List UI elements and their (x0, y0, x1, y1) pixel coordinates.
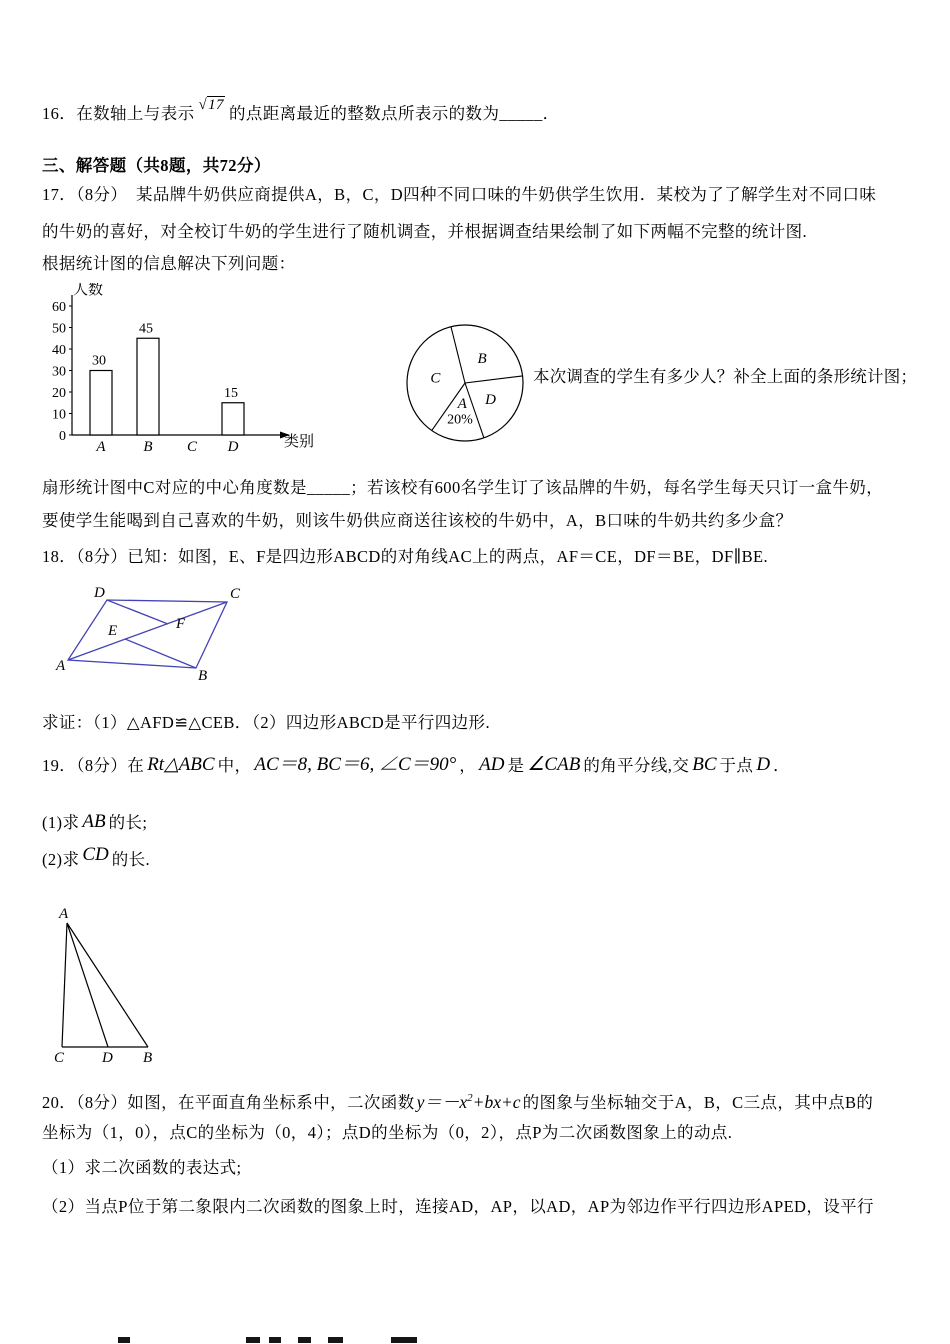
q20-quadratic-formula (415, 1092, 523, 1112)
vertex-label-B: B (143, 1050, 153, 1066)
pie-chart (403, 320, 535, 452)
q19-text-1: 19．（8分）在 (42, 756, 145, 775)
vertex-label-D: D (94, 585, 105, 601)
q18-line-1: 18．（8分）已知：如图，E、F是四边形ABCD的对角线AC上的两点，AF＝CE，DF＝BE，DF∥BE. (42, 547, 768, 566)
vertex-label-B: B (198, 668, 208, 684)
q20-line-4: （2）当点P位于第二象限内二次函数的图象上时，连接AD，AP，以AD，AP为邻边作平行四边形APED，设平行 (42, 1197, 874, 1216)
q19-math-D: D (756, 754, 771, 775)
q19-text-3: ， (459, 756, 477, 775)
x-category-label: D (227, 439, 239, 455)
vertex-label-C: C (54, 1050, 65, 1066)
q19-math-CD: CD (82, 844, 109, 865)
q17-side-question: 本次调查的学生有多少人？补全上面的条形统计图； (533, 367, 918, 386)
pie-slice-label-B: B (477, 351, 487, 368)
q19-text-5: 的角平分线,交 (583, 756, 690, 775)
q20-line-3: （1）求二次函数的表达式; (42, 1158, 242, 1177)
q18-figure-lines (68, 600, 227, 668)
q17-line-1: 17．（8分） 某品牌牛奶供应商提供A，B，C，D四种不同口味的牛奶供学生饮用．某校为了了解学生对不同口味 (42, 185, 877, 204)
y-tick-label: 30 (52, 364, 66, 380)
q19-math-AD: AD (479, 754, 505, 775)
bar-B (137, 338, 159, 435)
bar-chart-ylabel: 人数 (72, 283, 104, 298)
next-line-cutoff-text (118, 1337, 417, 1343)
q19-sub-1 (42, 812, 147, 834)
bar-value-label: 45 (139, 321, 153, 337)
q19-sub2-pre: (2)求 (42, 850, 80, 869)
bar-chart-categories (95, 439, 238, 455)
q17-line-5: 要使学生能喝到自己喜欢的牛奶，则该牛奶供应商送往该校的牛奶中，A，B口味的牛奶共约多少盒？ (42, 511, 793, 530)
q19-line-1 (42, 755, 790, 777)
q18-figure (50, 585, 265, 693)
y-tick-label: 20 (52, 386, 66, 401)
q19-sub2-post: 的长. (111, 850, 151, 869)
pie-slice-label-C: C (430, 370, 441, 387)
pie-radius-line (465, 383, 484, 438)
q16-text (42, 97, 560, 126)
q19-math-BC: BC (692, 754, 717, 775)
q17-line-4: 扇形统计图中C对应的中心角度数是_____；若该校有600名学生订了该品牌的牛奶，每名学生每天只订一盒牛奶， (42, 478, 884, 497)
point-label-F: F (176, 616, 186, 632)
y-tick-label: 10 (52, 407, 66, 423)
bar-chart-bars (90, 321, 244, 435)
q16-suffix: 的点距离最近的整数点所表示的数为_____． (228, 104, 560, 123)
point-label-E: E (108, 623, 118, 639)
q18-figure-labels (55, 585, 241, 684)
y-tick-label: 0 (59, 429, 66, 444)
q19-text-2: 中， (217, 756, 252, 775)
q16-prefix: 16．在数轴上与表示 (42, 104, 195, 123)
y-tick-label: 40 (52, 343, 66, 358)
q19-math-AB: AB (82, 811, 106, 832)
sqrt-expression (195, 94, 229, 116)
q19-sub1-post: 的长; (108, 813, 148, 832)
vertex-label-A: A (56, 658, 66, 674)
q20-text-pre: 20．（8分）如图，在平面直角坐标系中，二次函数 (42, 1092, 415, 1112)
q19-text-7: ． (773, 756, 790, 775)
q17-line-3: 根据统计图的信息解决下列问题： (42, 254, 296, 273)
bar-A (90, 371, 112, 436)
q19-sub-2 (42, 844, 151, 871)
q19-sub1-pre: (1)求 (42, 813, 80, 832)
x-category-label: C (186, 439, 198, 455)
pie-slice-percent-label: 20% (447, 412, 473, 428)
y-tick-label: 60 (52, 300, 66, 315)
q20-line-2: 坐标为（1，0），点C的坐标为（0，4）；点D的坐标为（0，2），点P为二次函数图象上的动点. (42, 1123, 733, 1142)
pie-slice-label-A: A (457, 396, 467, 413)
q19-figure-lines (62, 923, 148, 1047)
bar-value-label: 15 (224, 385, 238, 401)
sqrt-symbol: √ (198, 97, 208, 113)
bar-D (222, 403, 244, 435)
q20-text-post: 的图象与坐标轴交于A，B，C三点，其中点B的 (522, 1092, 874, 1112)
bar-chart-xlabel: 类别 (284, 434, 315, 450)
formula-pre: y＝－x (416, 1091, 468, 1112)
q18-prove-line: 求证：（1）△AFD≌△CEB．（2）四边形ABCD是平行四边形. (42, 713, 490, 732)
q19-math-angle-CAB: ∠CAB (527, 754, 581, 775)
x-category-label: A (96, 439, 106, 455)
q19-math-triangle: Rt△ABC (147, 754, 215, 775)
x-category-label: B (143, 439, 153, 455)
q19-math-sides: AC＝8, BC＝6, ∠C＝90° (254, 754, 457, 775)
pie-radius-line (451, 327, 465, 383)
formula-post: +bx+c (472, 1091, 521, 1112)
formula-exponent: 2 (467, 1092, 473, 1104)
y-tick-label: 50 (52, 321, 66, 337)
vertex-label-C: C (230, 586, 241, 602)
vertex-label-A: A (59, 906, 69, 922)
pie-sector-labels (430, 351, 496, 427)
point-label-D: D (102, 1050, 113, 1066)
q20-line-1 (42, 1087, 873, 1114)
q19-text-6: 于点 (719, 756, 754, 775)
bar-value-label: 30 (92, 353, 106, 369)
pie-slice-label-D: D (485, 391, 496, 408)
bar-chart (48, 283, 318, 461)
q19-figure (45, 905, 195, 1070)
pie-radius-line (465, 376, 523, 383)
section-header: 三、解答题（共8题，共72分） (42, 156, 271, 175)
sqrt-radicand: 17 (208, 97, 224, 113)
bar-chart-ticks (52, 300, 72, 444)
q17-line-2: 的牛奶的喜好，对全校订牛奶的学生进行了随机调查，并根据调查结果绘制了如下两幅不完整的统计图. (42, 222, 808, 241)
q19-text-4: 是 (507, 756, 525, 775)
